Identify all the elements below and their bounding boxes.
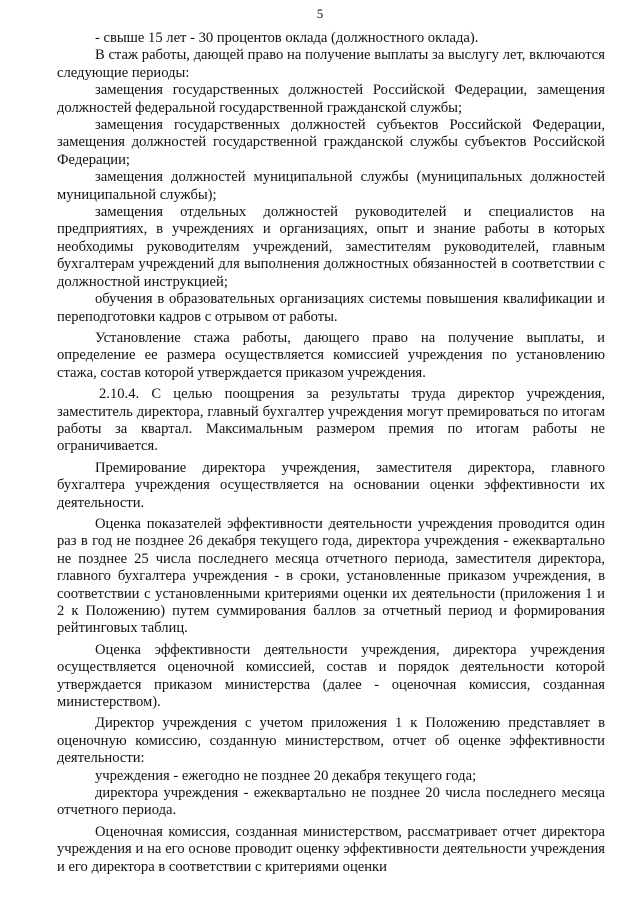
paragraph-list-item: замещения государственных должностей Российской Федерации, замещения должностей федеральной государственной гражданской службы; [57,82,605,116]
paragraph-list-item: директора учреждения - ежеквартально не позднее 20 числа последнего месяца отчетного периода. [57,785,605,819]
paragraph-list-item: замещения государственных должностей субъектов Российской Федерации, замещения должностей государственной гражданской службы субъектов Российской Федерации; [57,117,605,168]
paragraph-text: Директор учреждения с учетом приложения 1 к Положению представляет в оценочную комиссию, созданную министерством, отчет об оценке эффективности деятельности: [57,715,605,767]
paragraph-text: В стаж работы, дающей право на получение выплаты за выслугу лет, включаются следующие периоды: [57,47,605,81]
paragraph-list-item: учреждения - ежегодно не позднее 20 декабря текущего года; [95,767,477,784]
paragraph-text: Премирование директора учреждения, заместителя директора, главного бухгалтера учреждения осуществляется на основании оценки эффективности их деятельности. [57,459,605,511]
paragraph-list-item: замещения должностей муниципальной службы (муниципальных должностей муниципальной службы); [57,169,605,203]
paragraph-list-item: замещения отдельных должностей руководителей и специалистов на предприятиях, в учреждениях и организациях, опыт и знание работы в которых необходимы руководителям учреждений, заместителям руководителей, главным бухгалтерам учреждений для выполнения должностных обязанностей в соответствии с должностной инструкцией; [57,204,605,290]
paragraph-text: Оценка эффективности деятельности учреждения, директора учреждения осуществляется оценочной комиссией, состав и порядок деятельности которой утверждается приказом министерства (далее - оценочная комиссия, созданная министерством). [57,641,605,711]
page-number: 5 [316,6,324,21]
paragraph-text: Оценочная комиссия, созданная министерством, рассматривает отчет директора учреждения и на его основе проводит оценку эффективности деятельности учреждения и его директора в соответствии с критериями оценки [57,823,605,875]
paragraph-text: Оценка показателей эффективности деятельности учреждения проводится один раз в год не позднее 26 декабря текущего года, директора учреждения - ежеквартально не позднее 25 числа последнего месяца отчетного периода, заместителя директора, главного бухгалтера учреждения - в сроки, установленные приказом учреждения, в соответствии с установленными критериями оценки их деятельности (приложения 1 и 2 к Положению) путем суммирования баллов за отчетный период и формирования рейтинговых таблиц. [57,515,605,637]
paragraph-text: Установление стажа работы, дающего право на получение выплаты, и определение ее размера осуществляется комиссией учреждения по установлению стажа, состав которой утверждается приказом учреждения. [57,329,605,381]
paragraph-list-item: обучения в образовательных организациях системы повышения квалификации и переподготовки кадров с отрывом от работы. [57,291,605,325]
paragraph-list-item: - свыше 15 лет - 30 процентов оклада (должностного оклада). [95,30,479,46]
paragraph-section: 2.10.4. С целью поощрения за результаты труда директор учреждения, заместитель директора, главный бухгалтер учреждения могут премироваться по итогам работы за квартал. Максимальным размером премия по итогам работы не ограничивается. [57,386,605,455]
document-body [57,30,605,876]
